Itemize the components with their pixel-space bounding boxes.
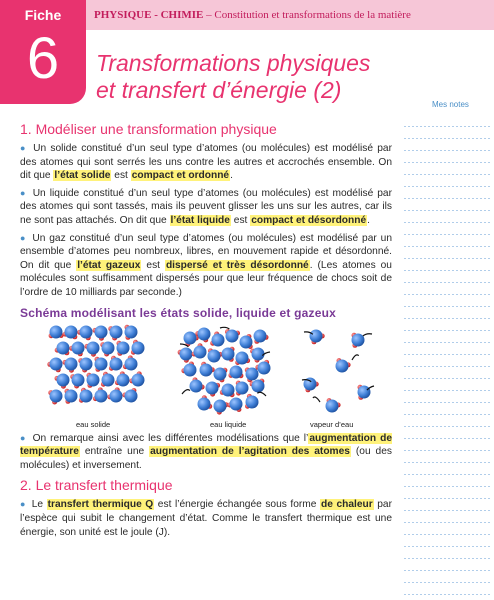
title-line-2: et transfert d’énergie (2)	[96, 77, 342, 103]
motion-arrow-icon	[352, 354, 359, 359]
water-molecule	[85, 341, 100, 356]
water-molecule	[48, 389, 62, 404]
fiche-tab	[0, 0, 86, 104]
water-molecule	[100, 341, 114, 356]
highlight: augmentation de température	[20, 432, 392, 458]
water-molecule	[49, 325, 64, 338]
water-molecule	[220, 383, 235, 397]
water-molecule	[101, 371, 115, 386]
water-molecule	[222, 346, 235, 361]
liquid-molecules	[178, 327, 271, 414]
text: par l’espèce qui subit le changement d’état. Comme le transfert thermique est une énergie, son unité est le joule (J).	[20, 499, 392, 538]
text: est	[141, 259, 165, 271]
highlight: dispersé et très désordonné	[165, 259, 309, 271]
text: Un gaz constitué d’un seul type d’atomes (ou molécules) est modélisé par un ensemble d’atomes peu nombreux, libres, en mouvement rapide et désordonné. On dit que	[20, 232, 392, 271]
water-molecule	[107, 387, 122, 402]
text: . (Les atomes ou molécules sont suffisamment dispersés pour que leur fréquence de chocs soit de l’ordre de 10 milliards par seconde.)	[20, 259, 392, 298]
water-molecule	[123, 355, 138, 370]
water-molecule	[310, 329, 325, 344]
water-molecule	[326, 398, 341, 412]
water-molecule	[181, 361, 196, 376]
water-molecule	[195, 327, 210, 342]
paragraph-observation	[20, 432, 392, 473]
water-molecule	[77, 325, 92, 340]
bullet-icon: ●	[20, 432, 27, 443]
water-molecule	[336, 358, 351, 372]
water-molecule	[210, 331, 224, 346]
caption-liquid: eau liquide	[210, 419, 247, 429]
schema-title: Schéma modélisant les états solide, liquide et gazeux	[20, 305, 337, 320]
water-molecule	[254, 329, 269, 343]
bullet-icon: ●	[20, 143, 27, 153]
states-diagram	[20, 324, 392, 432]
motion-arrow-icon	[313, 397, 320, 402]
water-molecule	[214, 399, 229, 414]
section-2-heading: 2. Le transfert thermique	[20, 477, 173, 494]
page-title	[96, 50, 396, 104]
water-molecule	[115, 371, 130, 386]
highlight: l’état solide	[54, 170, 111, 182]
highlight: l’état gazeux	[77, 259, 141, 271]
water-molecule	[63, 325, 78, 339]
motion-arrow-icon	[257, 392, 266, 396]
caption-gas: vapeur d’eau	[310, 419, 354, 429]
water-molecule	[55, 341, 70, 355]
highlight: l’état liquide	[170, 214, 230, 226]
header-subject: PHYSIQUE - CHIMIE	[94, 9, 204, 21]
notes-lines	[402, 116, 492, 600]
water-molecule	[70, 373, 84, 388]
text: On remarque ainsi avec les différentes modélisations que l’	[32, 432, 309, 444]
highlight: augmentation de l’agitation des atomes	[150, 446, 350, 458]
header-bar	[86, 0, 494, 30]
solid-molecules	[47, 324, 144, 404]
highlight: transfert thermique Q	[47, 499, 154, 511]
water-molecule	[235, 351, 250, 365]
water-molecule	[69, 341, 84, 356]
highlight: compact et ordonné	[131, 170, 230, 182]
water-molecule	[108, 325, 122, 340]
text: .	[367, 214, 370, 226]
water-molecule	[245, 393, 259, 408]
water-molecule	[65, 388, 78, 403]
text: est l’énergie échangée sous forme	[154, 499, 321, 511]
section-1-heading: 1. Modéliser une transformation physique	[20, 121, 277, 137]
motion-arrow-icon	[220, 327, 229, 329]
water-molecule	[227, 397, 242, 412]
text: (ou des molécules) et inversement.	[20, 446, 392, 471]
bullet-icon: ●	[20, 232, 27, 243]
highlight: compact et désordonné	[251, 214, 367, 226]
bullet-icon: ●	[20, 499, 27, 510]
text: Un solide constitué d’un seul type d’atomes (ou molécules) est modélisé par des atomes qui sont serrés les uns contre les autres et accrochés ensemble. On dit que	[20, 143, 392, 182]
paragraph-gas	[20, 232, 392, 300]
water-molecule	[79, 387, 93, 402]
notes-label: Mes notes	[432, 100, 469, 109]
water-molecule	[206, 381, 221, 396]
water-molecule	[228, 365, 243, 378]
water-molecule	[208, 348, 223, 362]
water-molecule	[93, 325, 108, 340]
water-molecule	[93, 387, 108, 402]
text: est	[111, 170, 131, 182]
paragraph-solid	[20, 142, 392, 183]
water-molecule	[63, 357, 78, 372]
text: .	[230, 170, 233, 182]
molecules-illustration	[20, 324, 392, 420]
paragraph-thermal-transfer	[20, 498, 392, 539]
water-molecule	[125, 324, 138, 339]
highlight: de chaleur	[321, 499, 373, 511]
water-molecule	[122, 388, 137, 403]
gas-molecules	[302, 329, 374, 412]
water-molecule	[236, 380, 249, 395]
main-content	[20, 120, 392, 543]
water-molecule	[47, 357, 62, 372]
water-molecule	[352, 332, 365, 347]
bullet-icon: ●	[20, 187, 27, 198]
fiche-number: 6	[26, 26, 60, 91]
text: est	[230, 214, 251, 226]
water-molecule	[117, 340, 130, 355]
header-subtitle: – Constitution et transformations de la matière	[203, 9, 411, 21]
water-molecule	[225, 329, 240, 342]
water-molecule	[190, 377, 205, 392]
water-molecule	[198, 395, 213, 410]
water-molecule	[214, 367, 228, 382]
text: Un liquide constitué d’un seul type d’atomes (ou molécules) est modélisé par des atomes qui sont tassés, mais ils peuvent glisser les uns sur les autres, car ils ne sont pas attachés. On dit que	[20, 187, 392, 226]
fiche-label: Fiche	[24, 7, 62, 23]
text: entraîne une	[79, 446, 150, 458]
title-line-1: Transformations physiques	[96, 50, 371, 76]
water-molecule	[240, 334, 253, 349]
water-molecule	[87, 372, 100, 387]
water-molecule	[358, 384, 371, 399]
water-molecule	[129, 371, 144, 386]
motion-arrow-icon	[363, 333, 372, 335]
text: Le	[31, 499, 47, 511]
water-molecule	[200, 361, 215, 376]
paragraph-liquid	[20, 187, 392, 228]
water-molecule	[131, 339, 145, 354]
water-molecule	[55, 373, 70, 388]
water-molecule	[178, 347, 193, 362]
motion-arrow-icon	[182, 389, 190, 393]
water-molecule	[109, 355, 123, 370]
water-molecule	[95, 356, 108, 371]
water-molecule	[78, 357, 92, 372]
water-molecule	[192, 343, 207, 358]
caption-solid: eau solide	[76, 419, 111, 429]
